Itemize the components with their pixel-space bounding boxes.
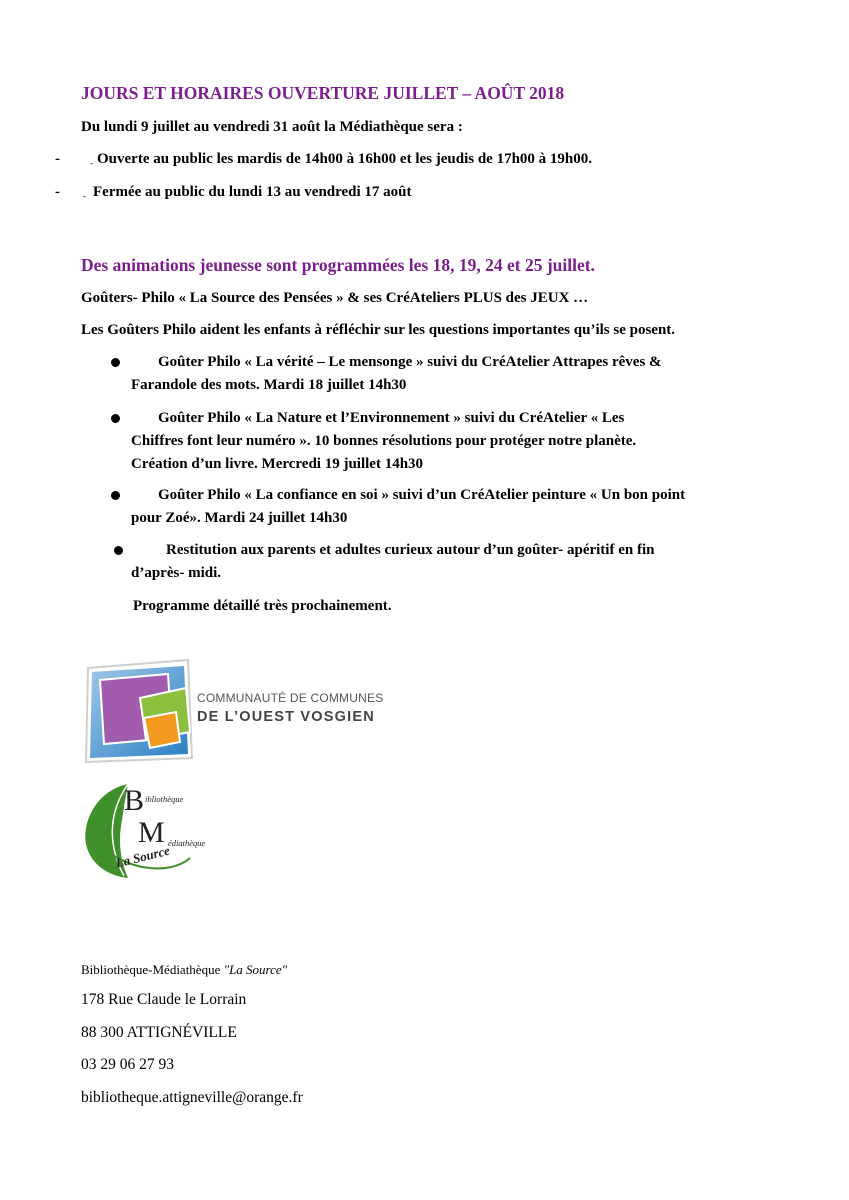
intro-text: Du lundi 9 juillet au vendredi 31 août la Médiathèque sera :	[81, 119, 463, 135]
footer-city: 88 300 ATTIGNÉVILLE	[81, 1024, 237, 1041]
footer-phone: 03 29 06 27 93	[81, 1056, 174, 1073]
logo-word-m: édiathèque	[168, 838, 206, 848]
event-line: Goûter Philo « La confiance en soi » suivi d’un CréAtelier peinture « Un bon point	[158, 487, 686, 503]
dash-marker: -	[55, 184, 60, 200]
program-note: Programme détaillé très prochainement.	[133, 598, 392, 614]
gouters-description: Les Goûters Philo aident les enfants à réfléchir sur les questions importantes qu’ils se posent.	[81, 322, 676, 338]
event-line: pour Zoé». Mardi 24 juillet 14h30	[131, 510, 348, 526]
footer-address: 178 Rue Claude le Lorrain	[81, 991, 247, 1008]
gouters-title: Goûters- Philo « La Source des Pensées » & ses CréAteliers PLUS des JEUX …	[81, 290, 589, 306]
bullet-icon	[111, 358, 120, 367]
ccov-logo-line1: COMMUNAUTÉ DE COMMUNES	[197, 691, 384, 705]
ccov-logo-line2: DE L’OUEST VOSGIEN	[197, 709, 375, 725]
logo-word-b: ibliothèque	[145, 794, 184, 804]
dash-marker-small: -	[90, 158, 93, 168]
footer-name	[81, 962, 287, 978]
page-heading: JOURS ET HORAIRES OUVERTURE JUILLET – AOÛT 2018	[81, 83, 565, 103]
bullet-icon	[111, 491, 120, 500]
ccov-logo	[84, 658, 394, 766]
logo-arc-text: La Source	[114, 842, 172, 871]
dash-marker: -	[55, 151, 60, 167]
dash-marker-small: -	[83, 191, 86, 201]
bullet-icon	[111, 414, 120, 423]
logo-letter-b: B	[124, 784, 145, 817]
animations-heading: Des animations jeunesse sont programmées les 18, 19, 24 et 25 juillet.	[81, 255, 595, 275]
logo-letter-m: M	[138, 816, 165, 849]
footer-email[interactable]: bibliotheque.attigneville@orange.fr	[81, 1089, 303, 1106]
schedule-item: Ouverte au public les mardis de 14h00 à 16h00 et les jeudis de 17h00 à 19h00.	[97, 151, 593, 167]
event-line: Restitution aux parents et adultes curieux autour d’un goûter- apéritif en fin	[166, 542, 655, 558]
footer-name-italic: "La Source"	[223, 962, 288, 977]
event-line: Farandole des mots. Mardi 18 juillet 14h30	[131, 377, 407, 393]
schedule-item: Fermée au public du lundi 13 au vendredi 17 août	[93, 184, 412, 200]
footer-name-text: Bibliothèque-Médiathèque	[81, 962, 221, 977]
event-line: d’après- midi.	[131, 565, 221, 581]
ccov-logo-mark	[84, 658, 194, 766]
event-line: Goûter Philo « La vérité – Le mensonge » suivi du CréAtelier Attrapes rêves &	[158, 354, 662, 370]
event-line: Goûter Philo « La Nature et l’Environnement » suivi du CréAtelier « Les	[158, 410, 625, 426]
bullet-icon	[114, 546, 123, 555]
event-line: Création d’un livre. Mercredi 19 juillet 14h30	[131, 456, 424, 472]
event-line: Chiffres font leur numéro ». 10 bonnes résolutions pour protéger notre planète.	[131, 433, 637, 449]
library-logo	[80, 780, 230, 880]
